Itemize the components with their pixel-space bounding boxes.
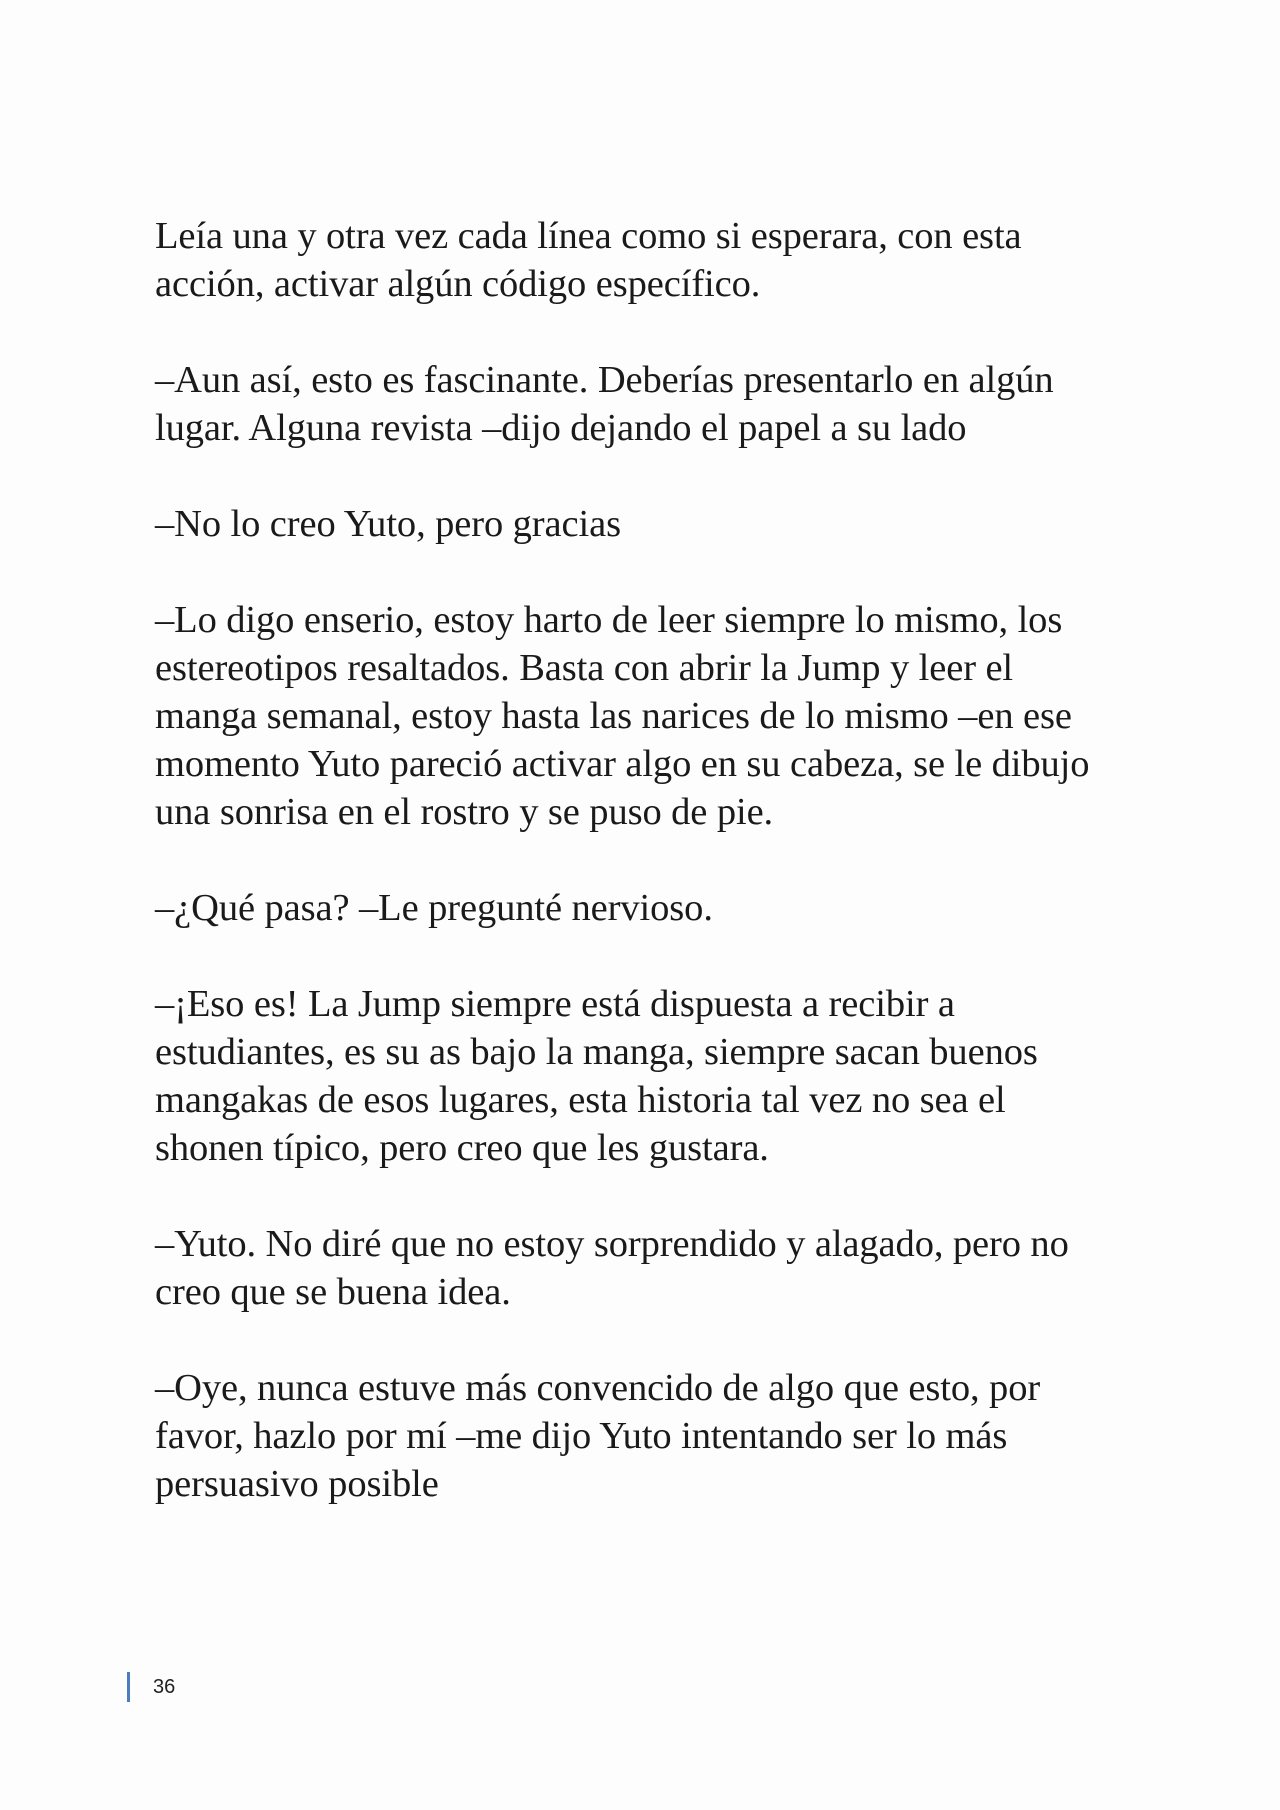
text-line: –¡Eso es! La Jump siempre está dispuesta a recibir a bbox=[155, 983, 955, 1025]
text-line: estereotipos resaltados. Basta con abrir la Jump y leer el bbox=[155, 647, 1014, 689]
text-line: –Oye, nunca estuve más convencido de algo que esto, por bbox=[155, 1367, 1041, 1409]
paragraph bbox=[155, 1220, 1115, 1316]
text-line: –No lo creo Yuto, pero gracias bbox=[155, 503, 621, 545]
paragraph bbox=[155, 212, 1115, 308]
text-line: persuasivo posible bbox=[155, 1463, 439, 1505]
paragraph bbox=[155, 500, 1115, 548]
text-line: mangakas de esos lugares, esta historia tal vez no sea el bbox=[155, 1079, 1006, 1121]
text-line: acción, activar algún código específico. bbox=[155, 263, 761, 305]
text-line: una sonrisa en el rostro y se puso de pie. bbox=[155, 791, 774, 833]
paragraph bbox=[155, 1364, 1115, 1508]
page-body bbox=[155, 212, 1115, 1556]
text-line: creo que se buena idea. bbox=[155, 1271, 511, 1313]
footer-accent-bar bbox=[127, 1672, 130, 1702]
text-line: momento Yuto pareció activar algo en su cabeza, se le dibujo bbox=[155, 743, 1090, 785]
text-line: favor, hazlo por mí –me dijo Yuto intentando ser lo más bbox=[155, 1415, 1008, 1457]
text-line: estudiantes, es su as bajo la manga, siempre sacan buenos bbox=[155, 1031, 1038, 1073]
page-footer bbox=[127, 1672, 175, 1702]
text-line: lugar. Alguna revista –dijo dejando el papel a su lado bbox=[155, 407, 967, 449]
paragraph bbox=[155, 356, 1115, 452]
paragraph bbox=[155, 980, 1115, 1172]
text-line: manga semanal, estoy hasta las narices de lo mismo –en ese bbox=[155, 695, 1072, 737]
text-line: Leía una y otra vez cada línea como si esperara, con esta bbox=[155, 215, 1022, 257]
text-line: –Yuto. No diré que no estoy sorprendido y alagado, pero no bbox=[155, 1223, 1069, 1265]
text-line: –¿Qué pasa? –Le pregunté nervioso. bbox=[155, 887, 713, 929]
text-line: shonen típico, pero creo que les gustara. bbox=[155, 1127, 769, 1169]
page-number: 36 bbox=[153, 1675, 176, 1698]
text-line: –Aun así, esto es fascinante. Deberías presentarlo en algún bbox=[155, 359, 1054, 401]
paragraph bbox=[155, 596, 1115, 836]
paragraph bbox=[155, 884, 1115, 932]
text-line: –Lo digo enserio, estoy harto de leer siempre lo mismo, los bbox=[155, 599, 1063, 641]
